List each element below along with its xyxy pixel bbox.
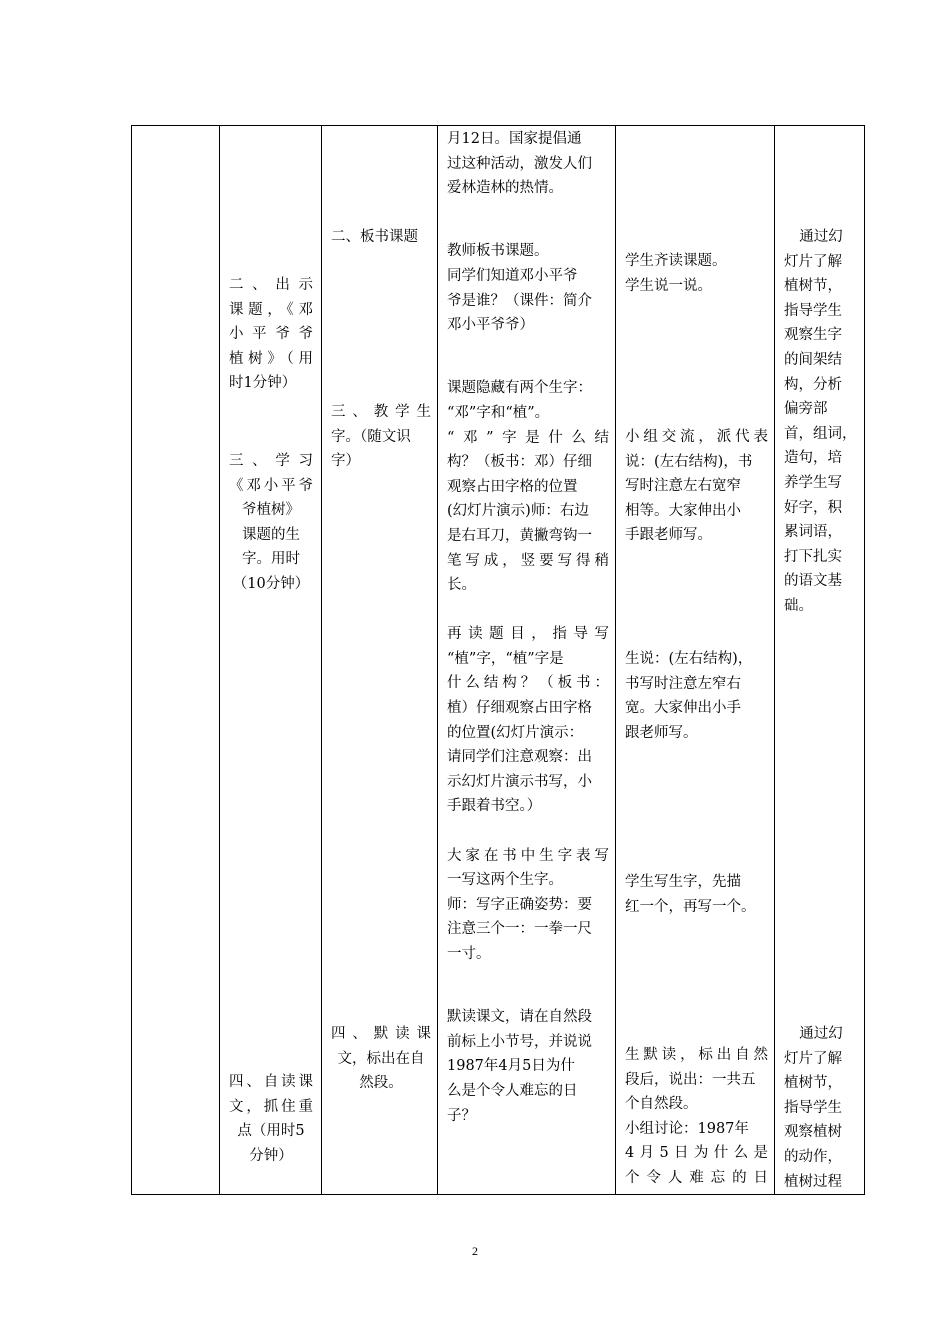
text-line: 点（用时5 — [237, 1123, 305, 1140]
text-line: 好字，积 — [784, 499, 842, 516]
text-line: 累词语， — [784, 524, 842, 541]
text-line: 学生写生字，先描 — [625, 874, 741, 890]
text-line: 大家在书中生字表写 — [447, 847, 609, 864]
text-line: 时1分钟） — [229, 375, 297, 392]
text-line: 红一个，再写一个。 — [625, 898, 756, 915]
text-line: 相等。大家伸出小 — [625, 502, 741, 519]
column-divider — [774, 125, 775, 1195]
text-line: 1987年4月5日为什 — [447, 1058, 575, 1075]
text-line: 观察植树 — [784, 1124, 842, 1141]
text-line: “邓”字和“植”。 — [447, 404, 550, 421]
column-divider — [219, 125, 220, 1195]
column-divider — [437, 125, 438, 1195]
text-line: 什么结构？（板书： — [447, 675, 609, 692]
text-line: 学生齐读课题。 — [625, 253, 727, 269]
student-cell-2 — [625, 249, 768, 298]
text-line: 字。用时 — [242, 551, 300, 568]
text-line: 请同学们注意观察：出 — [447, 749, 592, 766]
text-line: 个令人难忘的日 — [625, 1169, 768, 1186]
stage-cell-3 — [229, 449, 313, 597]
text-line: 植树节， — [784, 1075, 842, 1092]
text-line: 首，组词， — [784, 425, 857, 442]
text-line: 示幻灯片演示书写，小 — [447, 773, 592, 790]
text-line: 子？ — [447, 1107, 476, 1124]
text-line: 是右耳刀，黄撇弯钩一 — [447, 527, 592, 544]
text-line: 4月5日为什么是 — [625, 1145, 768, 1162]
text-line: 前标上小节号，并说说 — [447, 1033, 592, 1050]
text-line: 爷植树》 — [242, 502, 300, 519]
text-line: 段后，说出：一共五 — [625, 1071, 756, 1088]
text-line: 字） — [331, 453, 360, 470]
text-line: 《邓小平爷 — [229, 477, 313, 494]
text-line: 生默读，标出自然 — [625, 1047, 768, 1063]
text-line: （10分钟） — [232, 575, 310, 592]
text-line: 跟老师写。 — [625, 724, 698, 741]
text-line: 植树》（用 — [229, 350, 313, 367]
text-line: 手跟老师写。 — [625, 527, 712, 544]
text-line: 写时注意左右宽窄 — [625, 478, 741, 495]
content-cell-2 — [331, 225, 431, 250]
text-line: 偏旁部 — [784, 401, 828, 418]
student-cell-3b — [625, 647, 768, 745]
text-line: 二、板书课题 — [331, 229, 418, 245]
student-cell-4 — [625, 1043, 768, 1191]
text-line: 长。 — [447, 577, 476, 594]
text-line: 通过幻 — [799, 229, 843, 245]
text-line: 一写这两个生字。 — [447, 872, 563, 889]
text-line: 小组交流，派代表 — [625, 429, 768, 445]
column-divider — [615, 125, 616, 1195]
text-line: 三、学习 — [229, 453, 313, 469]
teacher-activity-column — [447, 127, 609, 1128]
text-line: 植树节， — [784, 278, 842, 295]
text-line: 月12日。国家提倡通 — [447, 131, 582, 147]
text-line: 构？（板书：邓）仔细 — [447, 454, 592, 471]
text-line: 爷是谁？（课件：简介 — [447, 292, 592, 309]
content-cell-4 — [331, 1022, 431, 1096]
intent-cell-2 — [784, 1022, 858, 1194]
text-line: 课题的生 — [242, 526, 300, 543]
text-line: 邓小平爷爷） — [447, 317, 534, 334]
text-line: 础。 — [784, 597, 813, 614]
text-line: 笔写成，竖要写得稍 — [447, 552, 609, 569]
text-line: 个自然段。 — [625, 1096, 698, 1113]
text-line: 一寸。 — [447, 946, 491, 962]
text-line: 的间架结 — [784, 351, 842, 368]
text-line: 师：写字正确姿势：要 — [447, 896, 592, 913]
text-line: 植）仔细观察占田字格 — [447, 700, 592, 717]
intent-cell-1 — [784, 225, 858, 619]
text-line: 课题，《邓 — [229, 301, 313, 318]
text-line: 打下扎实 — [784, 548, 842, 565]
text-line: (幻灯片演示)师：右边 — [447, 503, 589, 520]
text-line: 学生说一说。 — [625, 277, 712, 294]
content-cell-3 — [331, 400, 431, 474]
text-line: 养学生写 — [784, 474, 842, 491]
text-line: 二、出示 — [229, 277, 313, 293]
text-line: 植树过程 — [784, 1173, 842, 1190]
text-line: 的动作， — [784, 1148, 842, 1165]
text-line: 课题隐藏有两个生字： — [447, 380, 592, 397]
text-line: 然段。 — [359, 1075, 403, 1092]
text-line: 教师板书课题。 — [447, 243, 549, 260]
text-line: 同学们知道邓小平爷 — [447, 267, 578, 284]
text-line: 指导学生 — [784, 302, 842, 319]
text-line: 文，标出在自 — [337, 1050, 425, 1067]
text-line: 么是个令人难忘的日 — [447, 1082, 578, 1099]
text-line: 默读课文，请在自然段 — [447, 1009, 592, 1026]
text-line: 宽。大家伸出小手 — [625, 700, 741, 717]
page-number: 2 — [472, 1244, 478, 1258]
text-line: 的语文基 — [784, 573, 842, 590]
text-line: 手跟着书空。） — [447, 798, 542, 815]
text-line: 说：(左右结构)，书 — [625, 453, 753, 470]
text-line: 灯片了解 — [784, 253, 842, 270]
text-line: “邓”字是什么结 — [447, 429, 609, 446]
text-line: 小平爷爷 — [229, 326, 313, 343]
text-line: 四、自读课 — [229, 1074, 313, 1090]
text-line: 三、教学生 — [331, 404, 431, 420]
text-line: 通过幻 — [799, 1026, 843, 1042]
text-line: 观察占田字格的位置 — [447, 478, 578, 495]
text-line: 书写时注意左窄右 — [625, 675, 741, 692]
text-line: 构，分析 — [784, 376, 842, 393]
text-line: 观察生字 — [784, 327, 842, 344]
text-line: 的位置(幻灯片演示： — [447, 724, 584, 741]
stage-cell-4 — [229, 1070, 313, 1168]
text-line: 生说：(左右结构)， — [625, 651, 753, 667]
text-line: 过这种活动，激发人们 — [447, 155, 592, 172]
student-cell-3 — [625, 425, 768, 548]
text-line: 四、默读课 — [331, 1026, 431, 1042]
text-line: 注意三个一：一拳一尺 — [447, 921, 592, 938]
student-cell-3c — [625, 870, 768, 919]
text-line: 文，抓住重 — [229, 1098, 313, 1115]
text-line: “植”字，“植”字是 — [447, 650, 564, 667]
text-line: 灯片了解 — [784, 1050, 842, 1067]
text-line: 爱林造林的热情。 — [447, 180, 563, 197]
text-line: 指导学生 — [784, 1099, 842, 1116]
text-line: 字。（随文识 — [331, 428, 411, 445]
text-line: 再读题目，指导写 — [447, 626, 609, 643]
stage-cell-2 — [229, 273, 313, 396]
text-line: 分钟） — [249, 1147, 293, 1164]
text-line: 造句，培 — [784, 450, 842, 467]
column-divider — [321, 125, 322, 1195]
text-line: 小组讨论：1987年 — [625, 1120, 749, 1137]
